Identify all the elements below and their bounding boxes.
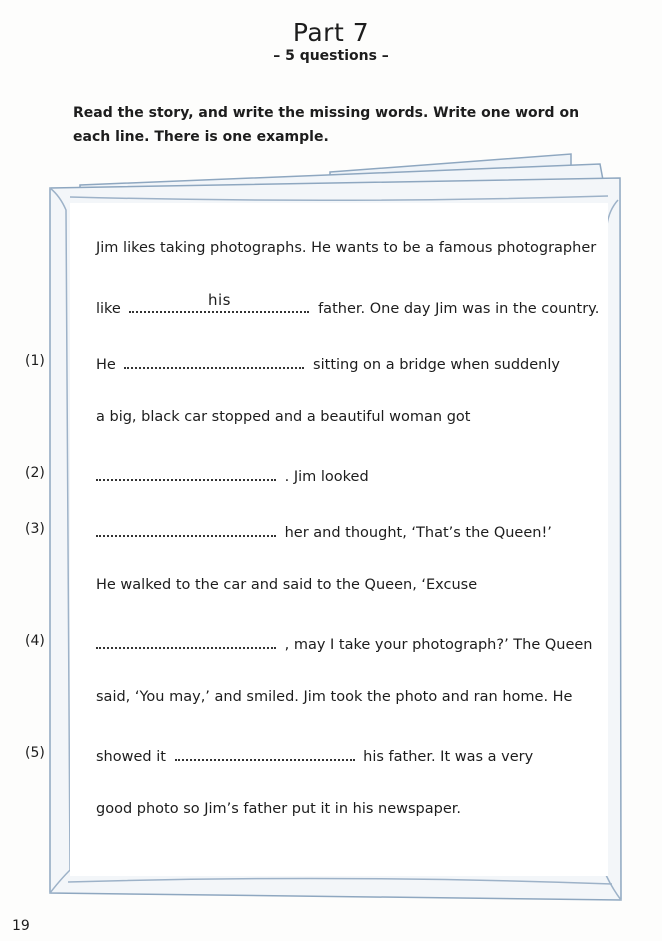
story-line-5 xyxy=(96,465,369,485)
answer-blank-2[interactable] xyxy=(96,465,276,481)
story-line-1 xyxy=(96,240,596,256)
story-line-10 xyxy=(96,745,533,765)
story-text: a big, black car stopped and a beautiful woman got xyxy=(96,409,471,425)
story-text: her and thought, ‘That’s the Queen!’ xyxy=(284,525,552,541)
story-line-8 xyxy=(96,633,593,653)
question-number-4: (4) xyxy=(25,633,45,649)
answer-blank-4[interactable] xyxy=(96,633,276,649)
story-text: his father. It was a very xyxy=(363,749,534,765)
page-number: 19 xyxy=(12,918,30,934)
story-line-11 xyxy=(96,801,461,817)
story-text: sitting on a bridge when suddenly xyxy=(313,357,560,373)
story-text: He xyxy=(96,357,116,373)
question-number-2: (2) xyxy=(25,465,45,481)
instructions: Read the story, and write the missing words. Write one word on each line. There is one example. xyxy=(73,105,580,145)
story-line-6 xyxy=(96,521,552,541)
answer-blank-1[interactable] xyxy=(124,353,304,369)
part-title: Part 7 xyxy=(292,18,370,47)
story-text: He walked to the car and said to the Queen, ‘Excuse xyxy=(96,577,478,593)
story-line-3 xyxy=(96,353,560,373)
story-text: good photo so Jim’s father put it in his newspaper. xyxy=(96,801,461,817)
story-text: showed it xyxy=(96,749,166,765)
story-text: Jim likes taking photographs. He wants to be a famous photographer xyxy=(96,240,597,256)
story-text: . Jim looked xyxy=(284,469,369,485)
story-line-9 xyxy=(96,689,572,705)
story-line-2 xyxy=(96,291,600,317)
question-number-3: (3) xyxy=(25,521,45,537)
story-text: , may I take your photograph?’ The Queen xyxy=(284,637,593,653)
story-text: said, ‘You may,’ and smiled. Jim took the photo and ran home. He xyxy=(96,689,573,705)
example-blank xyxy=(129,291,309,313)
story-text: father. One day Jim was in the country. xyxy=(318,301,600,317)
example-answer: his xyxy=(207,291,231,309)
answer-blank-5[interactable] xyxy=(175,745,355,761)
answer-blank-3[interactable] xyxy=(96,521,276,537)
story-line-4 xyxy=(96,409,470,425)
story-text: like xyxy=(96,301,121,317)
question-count: – 5 questions – xyxy=(273,48,389,64)
story-line-7 xyxy=(96,577,477,593)
question-number-1: (1) xyxy=(25,353,45,369)
question-number-5: (5) xyxy=(25,745,45,761)
